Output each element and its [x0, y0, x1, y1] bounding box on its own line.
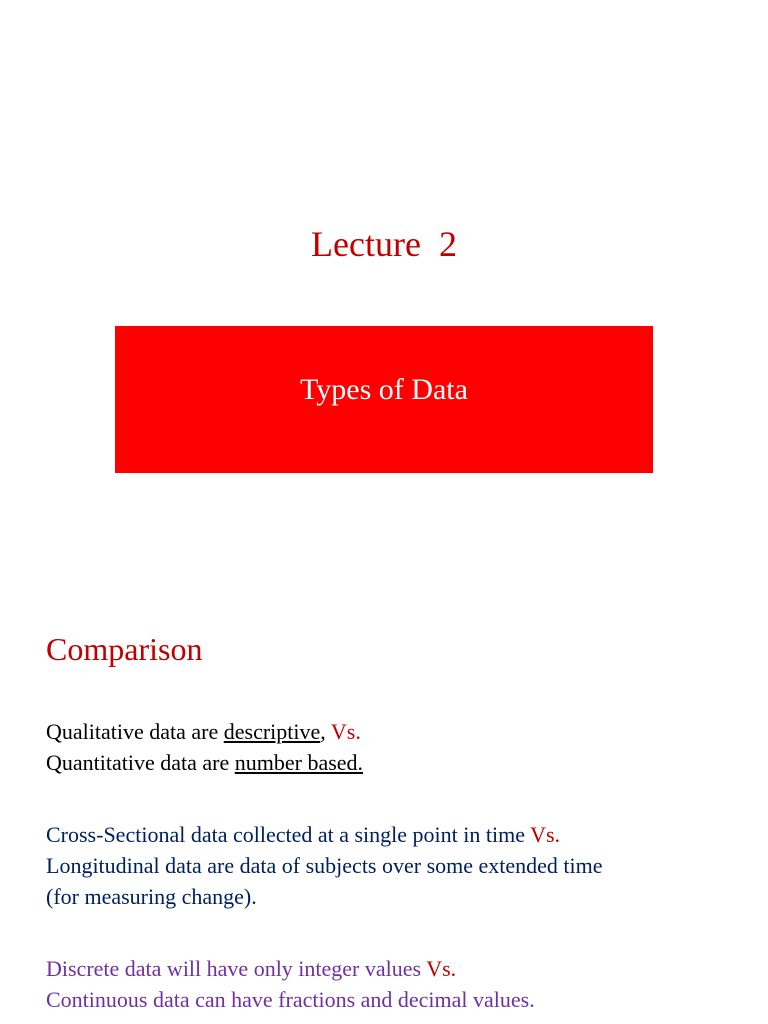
quantitative-line — [46, 747, 363, 778]
discrete-line — [46, 953, 535, 984]
discrete-text: Discrete data will have only integer values — [46, 956, 427, 981]
qualitative-line — [46, 716, 363, 747]
vs-label: Vs. — [530, 822, 561, 847]
longitudinal-line: Longitudinal data are data of subjects over some extended time — [46, 853, 603, 878]
comma: , — [320, 719, 326, 744]
vs-label: Vs. — [426, 956, 457, 981]
quantitative-prefix: Quantitative data are — [46, 750, 235, 775]
comparison-heading: Comparison — [46, 631, 203, 667]
descriptive-underlined: descriptive — [223, 719, 321, 744]
number-based-underlined: number based. — [234, 750, 364, 775]
qualitative-prefix: Qualitative data are — [46, 719, 224, 744]
discrete-continuous-paragraph — [46, 953, 535, 1015]
cross-sectional-line — [46, 819, 603, 850]
qualitative-quantitative-paragraph — [46, 716, 363, 778]
continuous-line: Continuous data can have fractions and decimal values. — [46, 987, 535, 1012]
vs-label: Vs. — [330, 719, 361, 744]
types-of-data-label: Types of Data — [300, 373, 468, 406]
lecture-title: Lecture 2 — [311, 224, 457, 264]
measuring-change-line: (for measuring change). — [46, 884, 257, 909]
cross-sectional-text: Cross-Sectional data collected at a single point in time — [46, 822, 531, 847]
cross-sectional-longitudinal-paragraph — [46, 819, 603, 912]
